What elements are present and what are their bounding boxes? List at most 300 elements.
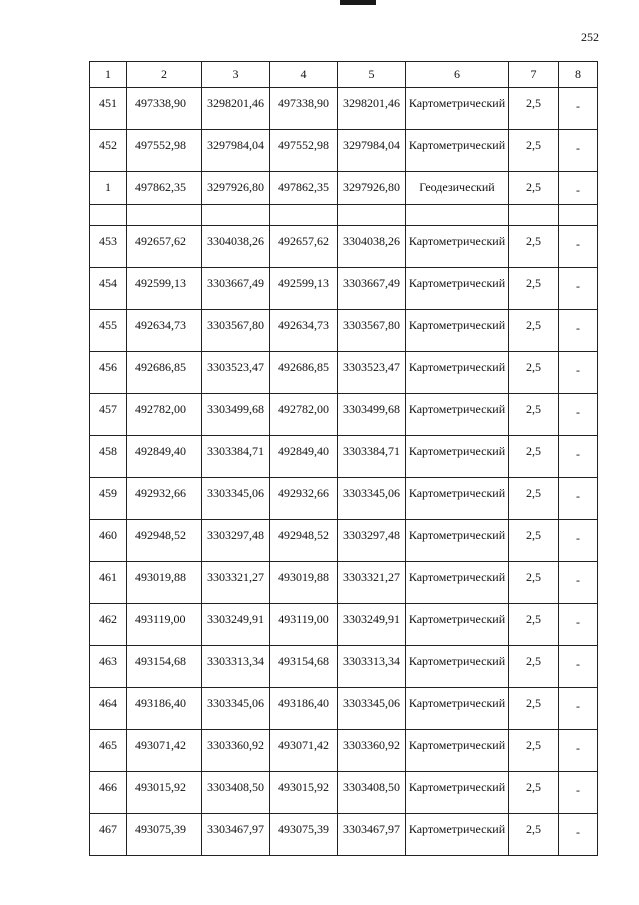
x-coordinate-2-value: 497338,90	[278, 96, 329, 110]
x-coordinate-value: 493154,68	[135, 654, 186, 668]
spacer-cell	[509, 205, 559, 226]
cell-y-coordinate-2	[338, 730, 406, 772]
point-number-value: 1	[105, 180, 111, 194]
cell-y-coordinate	[202, 772, 270, 814]
y-coordinate-2-value: 3303249,91	[343, 612, 400, 626]
cell-x-coordinate	[127, 646, 202, 688]
method-value: Геодезический	[419, 180, 495, 194]
cell-x-coordinate	[127, 394, 202, 436]
note-value: -	[576, 741, 580, 755]
cell-point-number	[90, 814, 127, 856]
cell-note	[559, 814, 598, 856]
cell-point-number	[90, 88, 127, 130]
cell-x-coordinate	[127, 310, 202, 352]
cell-x-coordinate-2	[270, 730, 338, 772]
cell-accuracy	[509, 562, 559, 604]
cell-method	[406, 688, 509, 730]
cell-method	[406, 646, 509, 688]
x-coordinate-value: 492932,66	[135, 486, 186, 500]
y-coordinate-2-value: 3297984,04	[343, 138, 400, 152]
header-col-1: 1	[90, 62, 127, 88]
x-coordinate-2-value: 497552,98	[278, 138, 329, 152]
cell-x-coordinate-2	[270, 520, 338, 562]
cell-accuracy	[509, 88, 559, 130]
method-value: Картометрический	[408, 96, 506, 110]
cell-y-coordinate	[202, 604, 270, 646]
y-coordinate-2-value: 3303321,27	[343, 570, 400, 584]
cell-accuracy	[509, 478, 559, 520]
cell-y-coordinate-2	[338, 226, 406, 268]
cell-y-coordinate-2	[338, 172, 406, 205]
header-col-2: 2	[127, 62, 202, 88]
y-coordinate-2-value: 3303345,06	[343, 486, 400, 500]
table-row	[90, 562, 598, 604]
method-value: Картометрический	[408, 696, 506, 710]
cell-accuracy	[509, 226, 559, 268]
method-value: Картометрический	[408, 318, 506, 332]
cell-y-coordinate-2	[338, 478, 406, 520]
cell-point-number	[90, 520, 127, 562]
cell-note	[559, 130, 598, 172]
accuracy-value: 2,5	[526, 402, 541, 416]
table-row	[90, 130, 598, 172]
cell-note	[559, 436, 598, 478]
method-value: Картометрический	[408, 276, 506, 290]
cell-accuracy	[509, 520, 559, 562]
table-row	[90, 604, 598, 646]
cell-y-coordinate-2	[338, 562, 406, 604]
point-number-value: 463	[99, 654, 117, 668]
x-coordinate-2-value: 493071,42	[278, 738, 329, 752]
x-coordinate-value: 493119,00	[135, 612, 186, 626]
table-row	[90, 688, 598, 730]
point-number-value: 465	[99, 738, 117, 752]
y-coordinate-value: 3303313,34	[207, 654, 264, 668]
cell-method	[406, 604, 509, 646]
cell-x-coordinate	[127, 268, 202, 310]
cell-note	[559, 520, 598, 562]
cell-x-coordinate	[127, 478, 202, 520]
cell-x-coordinate-2	[270, 562, 338, 604]
cell-accuracy	[509, 172, 559, 205]
x-coordinate-value: 497552,98	[135, 138, 186, 152]
cell-x-coordinate-2	[270, 88, 338, 130]
x-coordinate-value: 492634,73	[135, 318, 186, 332]
x-coordinate-value: 493019,88	[135, 570, 186, 584]
table-row	[90, 520, 598, 562]
table-row	[90, 172, 598, 205]
method-value: Картометрический	[408, 570, 506, 584]
cell-y-coordinate-2	[338, 436, 406, 478]
cell-method	[406, 478, 509, 520]
x-coordinate-value: 492686,85	[135, 360, 186, 374]
x-coordinate-value: 493186,40	[135, 696, 186, 710]
cell-x-coordinate-2	[270, 310, 338, 352]
y-coordinate-value: 3304038,26	[207, 234, 264, 248]
accuracy-value: 2,5	[526, 276, 541, 290]
x-coordinate-2-value: 492782,00	[278, 402, 329, 416]
note-value: -	[576, 141, 580, 155]
spacer-cell	[406, 205, 509, 226]
point-number-value: 460	[99, 528, 117, 542]
cell-accuracy	[509, 394, 559, 436]
accuracy-value: 2,5	[526, 822, 541, 836]
cell-point-number	[90, 772, 127, 814]
cell-y-coordinate	[202, 520, 270, 562]
accuracy-value: 2,5	[526, 570, 541, 584]
cell-accuracy	[509, 730, 559, 772]
accuracy-value: 2,5	[526, 780, 541, 794]
table-row	[90, 394, 598, 436]
method-value: Картометрический	[408, 138, 506, 152]
table-row	[90, 730, 598, 772]
point-number-value: 455	[99, 318, 117, 332]
method-value: Картометрический	[408, 402, 506, 416]
cell-x-coordinate	[127, 352, 202, 394]
y-coordinate-value: 3303345,06	[207, 696, 264, 710]
cell-x-coordinate-2	[270, 772, 338, 814]
x-coordinate-2-value: 492599,13	[278, 276, 329, 290]
cell-x-coordinate-2	[270, 478, 338, 520]
cell-method	[406, 730, 509, 772]
y-coordinate-2-value: 3303667,49	[343, 276, 400, 290]
cell-accuracy	[509, 436, 559, 478]
note-value: -	[576, 99, 580, 113]
cell-y-coordinate-2	[338, 772, 406, 814]
cell-y-coordinate-2	[338, 268, 406, 310]
y-coordinate-value: 3303467,97	[207, 822, 264, 836]
table-row	[90, 226, 598, 268]
table-row	[90, 310, 598, 352]
cell-y-coordinate	[202, 436, 270, 478]
table-row	[90, 88, 598, 130]
accuracy-value: 2,5	[526, 528, 541, 542]
y-coordinate-2-value: 3303467,97	[343, 822, 400, 836]
cell-method	[406, 130, 509, 172]
point-number-value: 464	[99, 696, 117, 710]
cell-method	[406, 310, 509, 352]
x-coordinate-2-value: 492948,52	[278, 528, 329, 542]
cell-point-number	[90, 562, 127, 604]
cell-y-coordinate	[202, 814, 270, 856]
cell-x-coordinate	[127, 730, 202, 772]
cell-y-coordinate	[202, 688, 270, 730]
cell-y-coordinate	[202, 310, 270, 352]
accuracy-value: 2,5	[526, 360, 541, 374]
point-number-value: 462	[99, 612, 117, 626]
cell-point-number	[90, 604, 127, 646]
cell-point-number	[90, 130, 127, 172]
accuracy-value: 2,5	[526, 612, 541, 626]
note-value: -	[576, 573, 580, 587]
y-coordinate-value: 3303345,06	[207, 486, 264, 500]
y-coordinate-2-value: 3303384,71	[343, 444, 400, 458]
x-coordinate-2-value: 493015,92	[278, 780, 329, 794]
x-coordinate-2-value: 493154,68	[278, 654, 329, 668]
method-value: Картометрический	[408, 486, 506, 500]
header-col-3: 3	[202, 62, 270, 88]
cell-point-number	[90, 172, 127, 205]
y-coordinate-2-value: 3303360,92	[343, 738, 400, 752]
x-coordinate-value: 493071,42	[135, 738, 186, 752]
page-number: 252	[581, 30, 599, 44]
cell-method	[406, 226, 509, 268]
cell-accuracy	[509, 130, 559, 172]
header-col-6: 6	[406, 62, 509, 88]
spacer-cell	[127, 205, 202, 226]
table-row	[90, 814, 598, 856]
cell-point-number	[90, 310, 127, 352]
cell-y-coordinate-2	[338, 310, 406, 352]
accuracy-value: 2,5	[526, 318, 541, 332]
y-coordinate-value: 3303408,50	[207, 780, 264, 794]
cell-y-coordinate	[202, 226, 270, 268]
note-value: -	[576, 279, 580, 293]
point-number-value: 457	[99, 402, 117, 416]
cell-point-number	[90, 352, 127, 394]
cell-method	[406, 520, 509, 562]
header-col-7: 7	[509, 62, 559, 88]
cell-accuracy	[509, 310, 559, 352]
cell-x-coordinate	[127, 436, 202, 478]
note-value: -	[576, 657, 580, 671]
method-value: Картометрический	[408, 234, 506, 248]
cell-x-coordinate-2	[270, 268, 338, 310]
note-value: -	[576, 615, 580, 629]
cell-y-coordinate-2	[338, 646, 406, 688]
x-coordinate-2-value: 492657,62	[278, 234, 329, 248]
y-coordinate-2-value: 3303313,34	[343, 654, 400, 668]
cell-y-coordinate-2	[338, 394, 406, 436]
point-number-value: 453	[99, 234, 117, 248]
method-value: Картометрический	[408, 654, 506, 668]
y-coordinate-value: 3303667,49	[207, 276, 264, 290]
note-value: -	[576, 699, 580, 713]
cell-x-coordinate-2	[270, 604, 338, 646]
table-row	[90, 436, 598, 478]
note-value: -	[576, 825, 580, 839]
note-value: -	[576, 531, 580, 545]
cell-y-coordinate-2	[338, 88, 406, 130]
cell-method	[406, 814, 509, 856]
cell-note	[559, 310, 598, 352]
y-coordinate-2-value: 3298201,46	[343, 96, 400, 110]
cell-point-number	[90, 730, 127, 772]
point-number-value: 454	[99, 276, 117, 290]
header-row	[90, 62, 598, 88]
cell-accuracy	[509, 604, 559, 646]
x-coordinate-value: 492849,40	[135, 444, 186, 458]
cell-point-number	[90, 268, 127, 310]
cell-point-number	[90, 226, 127, 268]
cell-note	[559, 730, 598, 772]
x-coordinate-2-value: 497862,35	[278, 180, 329, 194]
y-coordinate-value: 3297926,80	[207, 180, 264, 194]
cell-y-coordinate	[202, 130, 270, 172]
table-row	[90, 478, 598, 520]
table-row	[90, 646, 598, 688]
cell-x-coordinate	[127, 814, 202, 856]
cell-x-coordinate-2	[270, 814, 338, 856]
note-value: -	[576, 447, 580, 461]
cell-x-coordinate-2	[270, 646, 338, 688]
cell-y-coordinate	[202, 394, 270, 436]
y-coordinate-2-value: 3304038,26	[343, 234, 400, 248]
y-coordinate-value: 3298201,46	[207, 96, 264, 110]
y-coordinate-value: 3303499,68	[207, 402, 264, 416]
cell-x-coordinate	[127, 604, 202, 646]
cell-note	[559, 172, 598, 205]
cell-accuracy	[509, 772, 559, 814]
cell-point-number	[90, 646, 127, 688]
cell-note	[559, 646, 598, 688]
method-value: Картометрический	[408, 780, 506, 794]
x-coordinate-value: 493075,39	[135, 822, 186, 836]
cell-y-coordinate-2	[338, 130, 406, 172]
cell-x-coordinate	[127, 772, 202, 814]
accuracy-value: 2,5	[526, 234, 541, 248]
coordinates-table	[89, 61, 598, 856]
accuracy-value: 2,5	[526, 138, 541, 152]
cell-x-coordinate	[127, 562, 202, 604]
method-value: Картометрический	[408, 360, 506, 374]
cell-point-number	[90, 688, 127, 730]
scan-mark	[340, 0, 376, 5]
y-coordinate-value: 3303384,71	[207, 444, 264, 458]
cell-point-number	[90, 394, 127, 436]
y-coordinate-value: 3303360,92	[207, 738, 264, 752]
x-coordinate-2-value: 492634,73	[278, 318, 329, 332]
header-col-5: 5	[338, 62, 406, 88]
cell-method	[406, 268, 509, 310]
spacer-cell	[338, 205, 406, 226]
y-coordinate-2-value: 3303499,68	[343, 402, 400, 416]
note-value: -	[576, 405, 580, 419]
x-coordinate-value: 492782,00	[135, 402, 186, 416]
x-coordinate-value: 497862,35	[135, 180, 186, 194]
cell-x-coordinate-2	[270, 394, 338, 436]
header-col-4: 4	[270, 62, 338, 88]
cell-y-coordinate	[202, 646, 270, 688]
cell-x-coordinate	[127, 172, 202, 205]
cell-method	[406, 352, 509, 394]
note-value: -	[576, 321, 580, 335]
accuracy-value: 2,5	[526, 696, 541, 710]
cell-y-coordinate-2	[338, 604, 406, 646]
cell-note	[559, 88, 598, 130]
y-coordinate-value: 3303249,91	[207, 612, 264, 626]
cell-x-coordinate-2	[270, 172, 338, 205]
x-coordinate-2-value: 493186,40	[278, 696, 329, 710]
x-coordinate-2-value: 492932,66	[278, 486, 329, 500]
table-row	[90, 352, 598, 394]
x-coordinate-2-value: 493075,39	[278, 822, 329, 836]
point-number-value: 459	[99, 486, 117, 500]
point-number-value: 467	[99, 822, 117, 836]
cell-y-coordinate	[202, 88, 270, 130]
point-number-value: 452	[99, 138, 117, 152]
cell-y-coordinate-2	[338, 814, 406, 856]
cell-accuracy	[509, 688, 559, 730]
cell-method	[406, 436, 509, 478]
cell-x-coordinate	[127, 688, 202, 730]
table-spacer-row	[90, 205, 598, 226]
spacer-cell	[270, 205, 338, 226]
spacer-cell	[559, 205, 598, 226]
cell-x-coordinate	[127, 520, 202, 562]
cell-y-coordinate	[202, 352, 270, 394]
cell-x-coordinate	[127, 130, 202, 172]
x-coordinate-value: 493015,92	[135, 780, 186, 794]
y-coordinate-2-value: 3303523,47	[343, 360, 400, 374]
table-row	[90, 772, 598, 814]
y-coordinate-2-value: 3297926,80	[343, 180, 400, 194]
cell-note	[559, 226, 598, 268]
x-coordinate-value: 492657,62	[135, 234, 186, 248]
y-coordinate-2-value: 3303567,80	[343, 318, 400, 332]
cell-note	[559, 562, 598, 604]
cell-accuracy	[509, 268, 559, 310]
accuracy-value: 2,5	[526, 96, 541, 110]
cell-x-coordinate	[127, 88, 202, 130]
table-row	[90, 268, 598, 310]
y-coordinate-value: 3303321,27	[207, 570, 264, 584]
cell-point-number	[90, 436, 127, 478]
y-coordinate-value: 3303523,47	[207, 360, 264, 374]
cell-x-coordinate-2	[270, 436, 338, 478]
method-value: Картометрический	[408, 612, 506, 626]
x-coordinate-value: 492948,52	[135, 528, 186, 542]
cell-note	[559, 772, 598, 814]
method-value: Картометрический	[408, 528, 506, 542]
cell-note	[559, 394, 598, 436]
x-coordinate-value: 492599,13	[135, 276, 186, 290]
cell-x-coordinate-2	[270, 688, 338, 730]
cell-y-coordinate	[202, 172, 270, 205]
y-coordinate-2-value: 3303345,06	[343, 696, 400, 710]
y-coordinate-value: 3303567,80	[207, 318, 264, 332]
cell-note	[559, 268, 598, 310]
note-value: -	[576, 237, 580, 251]
y-coordinate-2-value: 3303408,50	[343, 780, 400, 794]
accuracy-value: 2,5	[526, 738, 541, 752]
cell-y-coordinate	[202, 562, 270, 604]
cell-method	[406, 562, 509, 604]
method-value: Картометрический	[408, 822, 506, 836]
y-coordinate-value: 3303297,48	[207, 528, 264, 542]
note-value: -	[576, 489, 580, 503]
point-number-value: 466	[99, 780, 117, 794]
method-value: Картометрический	[408, 444, 506, 458]
cell-y-coordinate	[202, 268, 270, 310]
cell-y-coordinate-2	[338, 352, 406, 394]
cell-accuracy	[509, 352, 559, 394]
x-coordinate-2-value: 492686,85	[278, 360, 329, 374]
cell-method	[406, 772, 509, 814]
y-coordinate-value: 3297984,04	[207, 138, 264, 152]
cell-y-coordinate	[202, 730, 270, 772]
cell-accuracy	[509, 646, 559, 688]
cell-x-coordinate	[127, 226, 202, 268]
cell-x-coordinate-2	[270, 226, 338, 268]
note-value: -	[576, 183, 580, 197]
x-coordinate-2-value: 493019,88	[278, 570, 329, 584]
spacer-cell	[90, 205, 127, 226]
header-col-8: 8	[559, 62, 598, 88]
cell-point-number	[90, 478, 127, 520]
cell-method	[406, 394, 509, 436]
cell-accuracy	[509, 814, 559, 856]
